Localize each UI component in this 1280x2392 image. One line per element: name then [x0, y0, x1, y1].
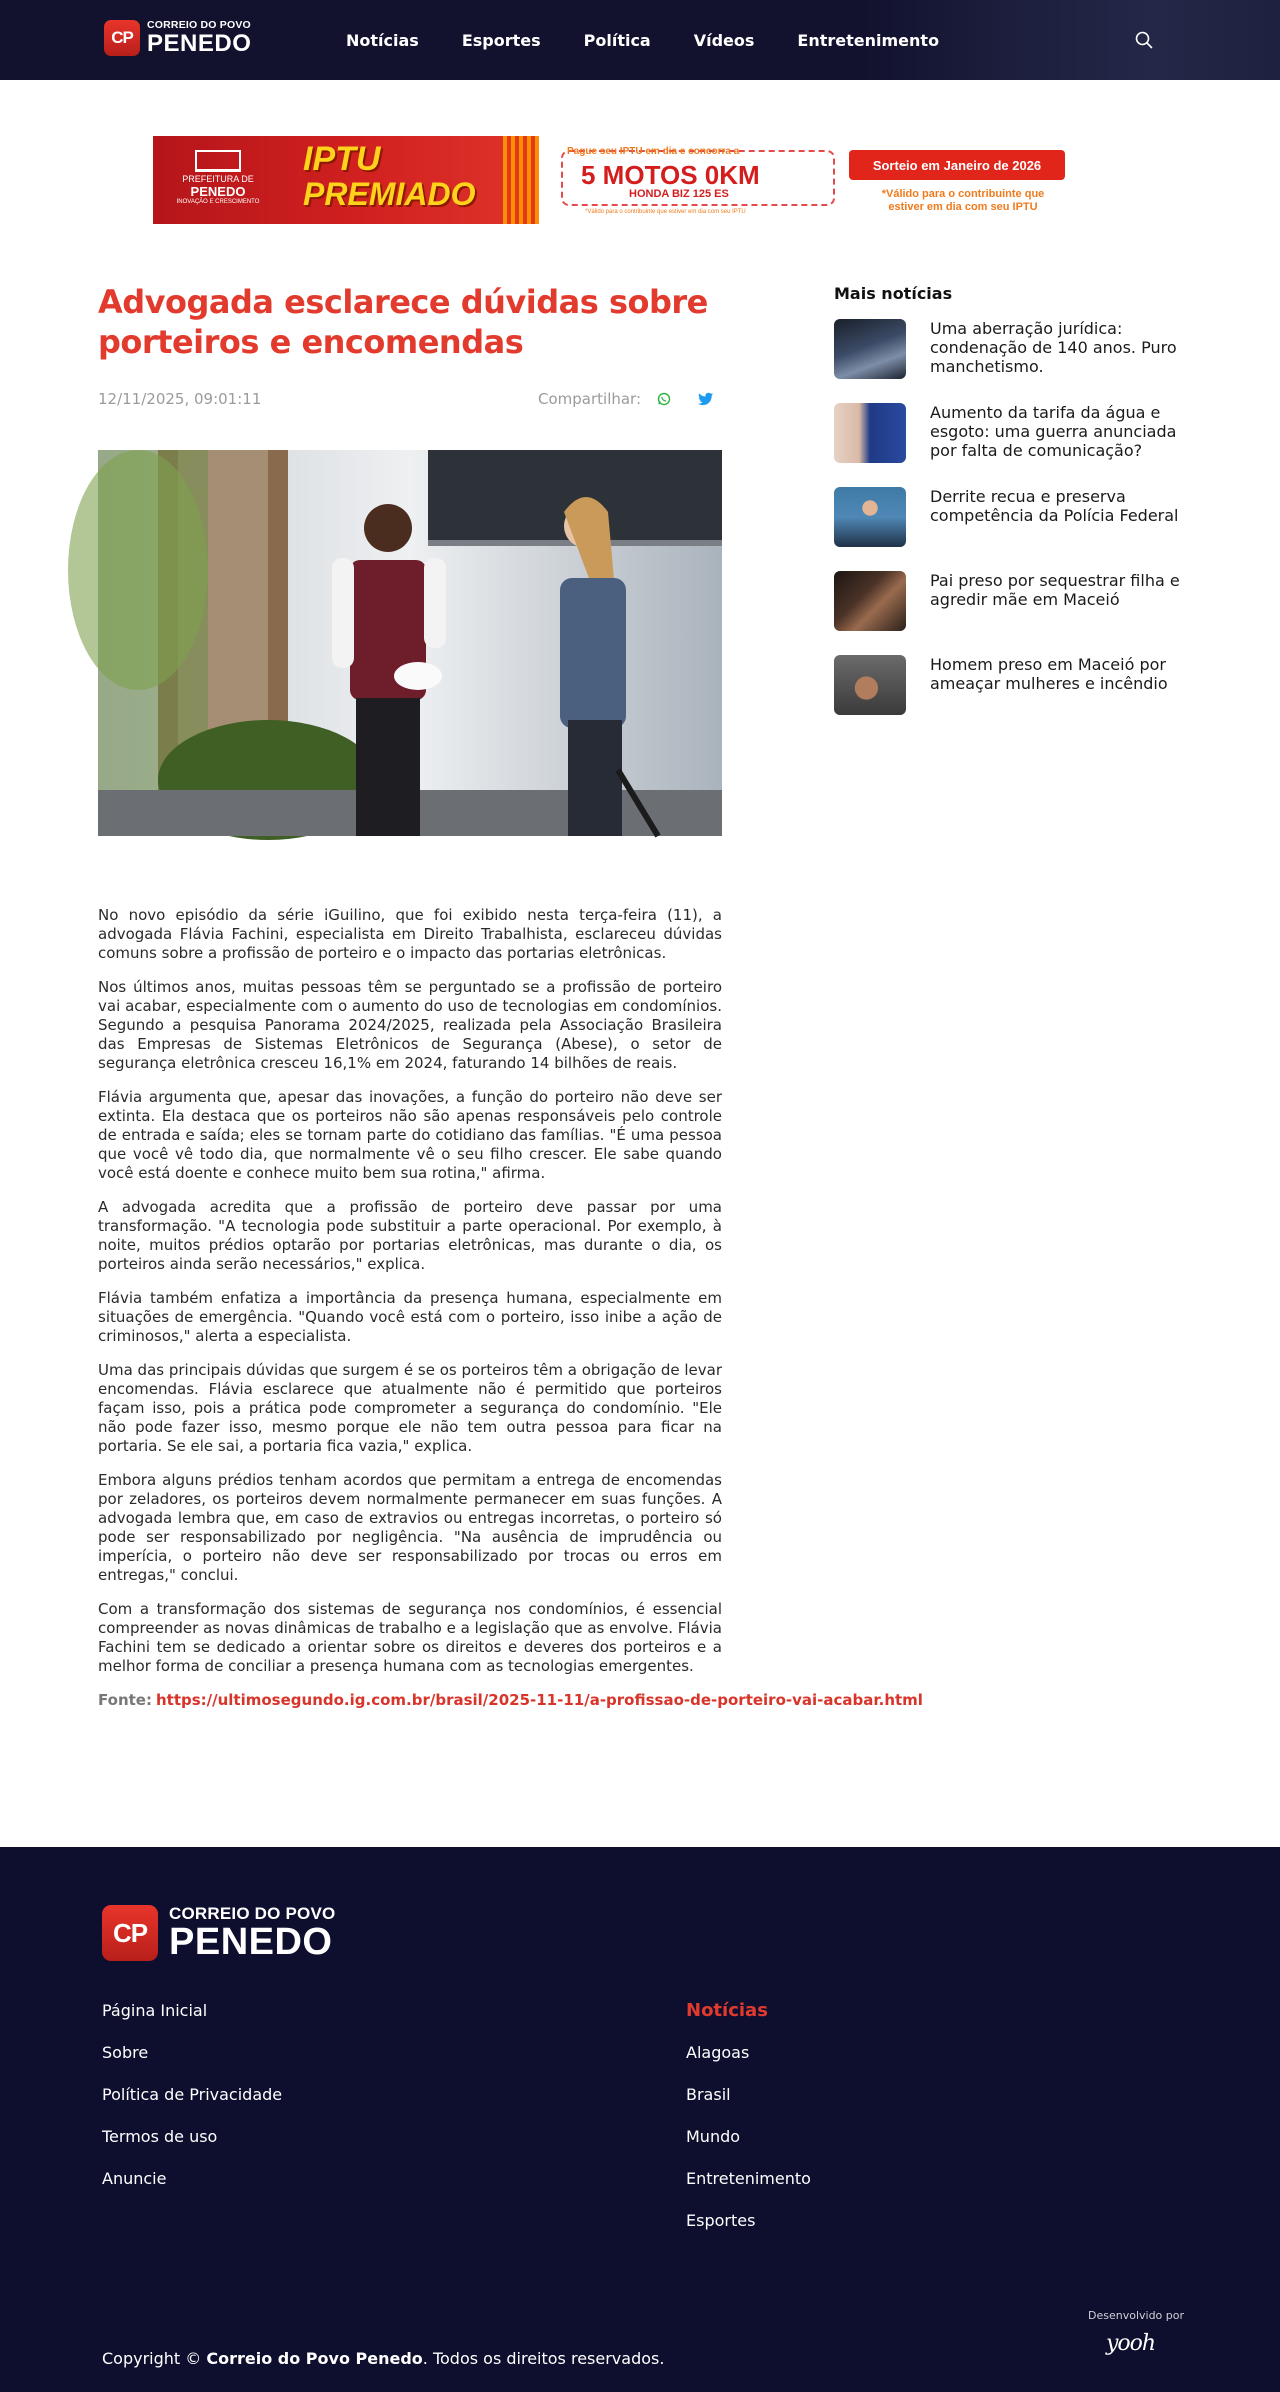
- lobby-photo: [98, 450, 722, 836]
- site-header: [0, 0, 1280, 80]
- sidebar-news-item[interactable]: [834, 487, 1194, 547]
- article-paragraph: A advogada acredita que a profissão de porteiro deve passar por uma transformação. "A tecnologia pode substituir a parte operacional. Por exemplo, à noite, muitos prédios optarão por portarias eletrônicas, mas durante o dia, os porteiros ainda serão necessários," explica.: [98, 1198, 722, 1273]
- footer-link-privacidade[interactable]: Política de Privacidade: [102, 2085, 283, 2104]
- article-paragraph: Flávia argumenta que, apesar das inovações, a função do porteiro não deve ser extinta. Ela destaca que os porteiros não são apenas responsáveis pelo controle de entrada e saída; eles se tornam parte do cotidiano das famílias. "É uma pessoa que você vê todo dia, que normalmente vê o seu filho crescer. Ele sabe quando você está doente e conhece muito bem sua rotina," afirma.: [98, 1088, 722, 1182]
- iptu-banner-ad[interactable]: [153, 136, 1099, 224]
- developed-by-label: Desenvolvido por: [1088, 2309, 1185, 2322]
- footer-link-mundo[interactable]: Mundo: [686, 2127, 741, 2146]
- article-date: 12/11/2025, 09:01:11: [98, 390, 262, 408]
- footer-logo-badge: CP: [102, 1905, 158, 1961]
- whatsapp-icon[interactable]: [657, 392, 671, 406]
- article-paragraph: Flávia também enfatiza a importância da presença humana, especialmente em situações de emergência. "Quando você está com o porteiro, isso inibe a ação de criminosos," alerta a especialista.: [98, 1289, 722, 1345]
- article-title: Advogada esclarece dúvidas sobre porteiros e encomendas: [98, 283, 708, 361]
- nav-politica[interactable]: Política: [583, 30, 651, 50]
- banner-prefeitura: PREFEITURA DE: [182, 174, 254, 184]
- copyright: [102, 2349, 664, 2368]
- footer-link-noticias[interactable]: Notícias: [686, 2000, 768, 2021]
- footer-link-inicio[interactable]: Página Inicial: [102, 2001, 208, 2020]
- banner-prize: 5 MOTOS 0KM: [581, 160, 760, 190]
- banner-tagline: INOVAÇÃO E CRESCIMENTO: [176, 199, 260, 206]
- news-thumbnail: [834, 487, 906, 547]
- logo-text-small: CORREIO DO POVO: [147, 19, 251, 32]
- site-footer: [0, 1847, 1280, 2392]
- article-paragraph: Uma das principais dúvidas que surgem é se os porteiros têm a obrigação de levar encomendas. Flávia esclarece que atualmente não é permitido que porteiros façam isso, pois a prática pode comprometer a segurança do condomínio. "Ele não pode fazer isso, mesmo porque ele não tem outra pessoa para ficar na portaria. Se ele sai, a portaria fica vazia," explica.: [98, 1361, 722, 1455]
- share-label: Compartilhar:: [538, 390, 642, 408]
- article-meta: [98, 390, 722, 410]
- copyright-prefix: Copyright ©: [102, 2349, 202, 2368]
- footer-link-termos[interactable]: Termos de uso: [102, 2127, 218, 2146]
- banner-iptu: IPTU: [303, 140, 381, 178]
- footer-links-news: [686, 2001, 811, 2253]
- news-thumbnail: [834, 655, 906, 715]
- nav-esportes[interactable]: Esportes: [461, 30, 541, 50]
- footer-link-entretenimento[interactable]: Entretenimento: [686, 2169, 811, 2188]
- article-paragraph: Com a transformação dos sistemas de segurança nos condomínios, é essencial compreender as novas dinâmicas de trabalho e a legislação que as envolve. Flávia Fachini tem se dedicado a orientar sobre os direitos e deveres dos porteiros e a melhor forma de conciliar a presença humana com as tecnologias emergentes.: [98, 1600, 722, 1675]
- search-icon[interactable]: [1134, 30, 1154, 50]
- building-icon: [195, 150, 241, 172]
- main-nav: [346, 0, 982, 80]
- nav-noticias[interactable]: Notícias: [346, 30, 419, 50]
- copyright-suffix: . Todos os direitos reservados.: [422, 2349, 665, 2368]
- logo-text-big: PENEDO: [147, 29, 252, 57]
- footer-link-anuncie[interactable]: Anuncie: [102, 2169, 167, 2188]
- news-headline: Aumento da tarifa da água e esgoto: uma guerra anunciada por falta de comunicação?: [930, 403, 1177, 460]
- news-headline: Homem preso em Maceió por ameaçar mulheres e incêndio: [930, 655, 1168, 693]
- banner-middle: [539, 136, 829, 224]
- banner-left: [153, 136, 539, 224]
- site-logo[interactable]: [104, 20, 251, 56]
- nav-videos[interactable]: Vídeos: [693, 30, 755, 50]
- sidebar-news-item[interactable]: [834, 655, 1194, 715]
- developer-logo[interactable]: yooh: [1106, 2331, 1156, 2356]
- news-headline: Uma aberração jurídica: condenação de 140 anos. Puro manchetismo.: [930, 319, 1177, 376]
- news-thumbnail: [834, 403, 906, 463]
- article-body: [98, 906, 722, 1676]
- copyright-brand: Correio do Povo Penedo: [206, 2349, 423, 2368]
- sidebar-title: Mais notícias: [834, 284, 953, 303]
- article-paragraph: Embora alguns prédios tenham acordos que permitam a entrega de encomendas por zeladores, os porteiros devem normalmente permanecer em suas funções. A advogada lembra que, em caso de extravios ou entregas incorretas, o porteiro só pode ser responsabilizado por negligência. "Na ausência de imprudência ou imperícia, o porteiro não deve ser responsabilizado por trocas ou erros em entregas," conclui.: [98, 1471, 722, 1584]
- banner-right: [829, 136, 1099, 224]
- source-label: Fonte:: [98, 1691, 152, 1709]
- article-hero-image: [98, 450, 722, 836]
- footer-link-brasil[interactable]: Brasil: [686, 2085, 731, 2104]
- nav-entretenimento[interactable]: Entretenimento: [797, 30, 940, 50]
- banner-top-line: Pague seu IPTU em dia e concorra a: [567, 146, 740, 157]
- banner-draw-date: Sorteio em Janeiro de 2026: [849, 150, 1065, 180]
- footer-link-alagoas[interactable]: Alagoas: [686, 2043, 750, 2062]
- footer-logo[interactable]: [102, 1905, 335, 1961]
- prefeitura-logo: [173, 150, 263, 206]
- more-news-sidebar: [834, 284, 1194, 739]
- sidebar-news-item[interactable]: [834, 571, 1194, 631]
- news-thumbnail: [834, 319, 906, 379]
- article-paragraph: Nos últimos anos, muitas pessoas têm se perguntado se a profissão de porteiro vai acabar, especialmente com o aumento do uso de tecnologias em condomínios. Segundo a pesquisa Panorama 2024/2025, realizada pela Associação Brasileira das Empresas de Sistemas Eletrônicos de Segurança (Abese), o setor de segurança eletrônica cresceu 16,1% em 2024, faturando 14 bilhões de reais.: [98, 978, 722, 1072]
- footer-link-esportes[interactable]: Esportes: [686, 2211, 756, 2230]
- footer-link-sobre[interactable]: Sobre: [102, 2043, 149, 2062]
- banner-valid-note: *Válido para o contribuinte que estiver em dia com seu IPTU: [881, 188, 1045, 214]
- news-headline: Derrite recua e preserva competência da Polícia Federal: [930, 487, 1179, 525]
- footer-links-institutional: [102, 2001, 282, 2211]
- sidebar-news-item[interactable]: [834, 319, 1194, 379]
- source-link[interactable]: https://ultimosegundo.ig.com.br/brasil/2025-11-11/a-profissao-de-porteiro-vai-acabar.html: [155, 1691, 923, 1709]
- banner-waves: [503, 136, 539, 224]
- twitter-icon[interactable]: [698, 392, 714, 406]
- banner-premiado: PREMIADO: [303, 176, 476, 212]
- banner-prize-model: HONDA BIZ 125 ES: [629, 188, 729, 200]
- article-source: [98, 1691, 923, 1709]
- footer-logo-small: CORREIO DO POVO: [169, 1904, 336, 1923]
- sidebar-news-item[interactable]: [834, 403, 1194, 463]
- footer-logo-big: PENEDO: [169, 1921, 333, 1963]
- logo-badge: CP: [104, 20, 140, 56]
- news-thumbnail: [834, 571, 906, 631]
- banner-fine-print: *Válido para o contribuinte que estiver em dia com seu IPTU: [585, 209, 746, 215]
- article-paragraph: No novo episódio da série iGuilino, que foi exibido nesta terça-feira (11), a advogada Flávia Fachini, especialista em Direito Trabalhista, esclareceu dúvidas comuns sobre a profissão de porteiro e o impacto das portarias eletrônicas.: [98, 906, 722, 962]
- banner-city: PENEDO: [190, 183, 246, 199]
- news-headline: Pai preso por sequestrar filha e agredir mãe em Maceió: [930, 571, 1180, 609]
